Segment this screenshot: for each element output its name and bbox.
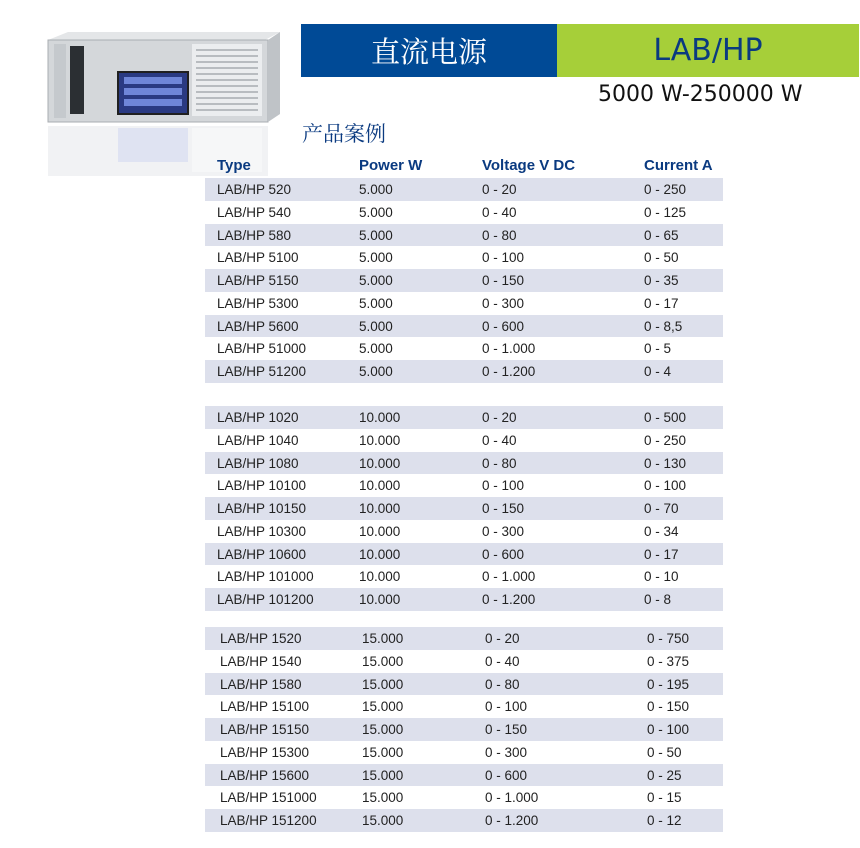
voltage-range: 0 - 150	[482, 501, 525, 516]
table-row	[205, 809, 723, 832]
current-range: 0 - 10	[644, 569, 679, 585]
current-range: 0 - 17	[644, 295, 679, 311]
model-type: LAB/HP 5150	[217, 273, 299, 288]
voltage-range: 0 - 20	[482, 182, 517, 197]
power-value: 10.000	[359, 478, 401, 494]
model-type: LAB/HP 15300	[220, 744, 310, 760]
power-value: 5.000	[359, 295, 393, 311]
voltage-range: 0 - 20	[482, 410, 517, 425]
current-range: 0 - 35	[644, 273, 679, 288]
power-value: 15.000	[362, 722, 404, 737]
table-row	[205, 786, 723, 809]
model-type: LAB/HP 10600	[217, 546, 307, 562]
power-value: 5.000	[359, 204, 393, 220]
voltage-range: 0 - 600	[482, 318, 525, 334]
power-value: 5.000	[359, 227, 393, 243]
table-row	[205, 360, 723, 383]
table-row	[205, 337, 723, 360]
column-header-voltage: Voltage V DC	[482, 157, 576, 174]
voltage-range: 0 - 1.200	[482, 364, 536, 379]
category-title: 直流电源	[370, 35, 487, 69]
model-type: LAB/HP 1520	[220, 631, 302, 646]
table-row	[205, 695, 723, 718]
model-type: LAB/HP 540	[217, 204, 292, 220]
voltage-range: 0 - 40	[482, 432, 517, 448]
power-value: 10.000	[359, 432, 401, 448]
voltage-range: 0 - 100	[482, 250, 525, 266]
table-row	[205, 315, 723, 338]
model-type: LAB/HP 51200	[217, 364, 307, 379]
table-row	[205, 474, 723, 497]
voltage-range: 0 - 1.200	[485, 813, 539, 828]
current-range: 0 - 8,5	[644, 318, 683, 334]
power-value: 15.000	[362, 767, 404, 783]
table-row	[205, 627, 723, 650]
model-type: LAB/HP 1580	[220, 676, 302, 692]
model-type: LAB/HP 101200	[217, 592, 314, 607]
power-value: 5.000	[359, 273, 393, 288]
power-value: 15.000	[362, 653, 404, 669]
voltage-range: 0 - 100	[482, 478, 525, 494]
current-range: 0 - 70	[644, 501, 679, 516]
model-type: LAB/HP 151000	[220, 790, 317, 806]
power-value: 10.000	[359, 546, 401, 562]
power-value: 15.000	[362, 676, 404, 692]
voltage-range: 0 - 80	[482, 455, 517, 471]
voltage-range: 0 - 1.000	[482, 341, 536, 357]
table-row	[205, 718, 723, 741]
model-type: LAB/HP 15150	[220, 722, 310, 737]
category-banner	[301, 24, 557, 77]
table-row	[205, 520, 723, 543]
current-range: 0 - 8	[644, 592, 672, 607]
current-range: 0 - 34	[644, 523, 679, 539]
current-range: 0 - 25	[647, 767, 682, 783]
power-range: 5000 W-250000 W	[598, 82, 803, 107]
model-type: LAB/HP 1020	[217, 410, 299, 425]
voltage-range: 0 - 40	[485, 653, 520, 669]
table-row	[205, 269, 723, 292]
power-value: 15.000	[362, 790, 404, 806]
table-row	[205, 452, 723, 475]
current-range: 0 - 150	[647, 699, 690, 715]
current-range: 0 - 4	[644, 364, 672, 379]
product-title: LAB/HP	[653, 33, 763, 68]
model-type: LAB/HP 51000	[217, 341, 307, 357]
current-range: 0 - 17	[644, 546, 679, 562]
section-subtitle: 产品案例	[302, 122, 386, 146]
power-value: 5.000	[359, 250, 393, 266]
table-row	[205, 246, 723, 269]
power-value: 15.000	[362, 744, 404, 760]
power-supply-product-image	[40, 28, 290, 178]
current-range: 0 - 130	[644, 455, 687, 471]
table-row	[205, 224, 723, 247]
model-type: LAB/HP 151200	[220, 813, 317, 828]
table-row	[205, 764, 723, 787]
voltage-range: 0 - 80	[485, 676, 520, 692]
table-row	[205, 673, 723, 696]
voltage-range: 0 - 600	[485, 767, 528, 783]
voltage-range: 0 - 1.000	[482, 569, 536, 585]
model-type: LAB/HP 15600	[220, 767, 310, 783]
power-value: 10.000	[359, 410, 401, 425]
power-value: 15.000	[362, 813, 404, 828]
current-range: 0 - 250	[644, 432, 687, 448]
current-range: 0 - 50	[644, 250, 679, 266]
power-value: 5.000	[359, 182, 393, 197]
power-value: 5.000	[359, 364, 393, 379]
voltage-range: 0 - 40	[482, 204, 517, 220]
voltage-range: 0 - 300	[482, 523, 525, 539]
voltage-range: 0 - 1.000	[485, 790, 539, 806]
table-row	[205, 406, 723, 429]
table-row	[205, 741, 723, 764]
voltage-range: 0 - 150	[482, 273, 525, 288]
model-type: LAB/HP 5100	[217, 250, 299, 266]
voltage-range: 0 - 300	[485, 744, 528, 760]
power-value: 10.000	[359, 592, 401, 607]
current-range: 0 - 125	[644, 204, 687, 220]
column-header-power: Power W	[359, 157, 423, 174]
current-range: 0 - 15	[647, 790, 682, 806]
model-type: LAB/HP 1540	[220, 653, 302, 669]
model-type: LAB/HP 1040	[217, 432, 299, 448]
current-range: 0 - 100	[644, 478, 687, 494]
power-value: 15.000	[362, 631, 404, 646]
model-type: LAB/HP 520	[217, 182, 292, 197]
current-range: 0 - 50	[647, 744, 682, 760]
current-range: 0 - 750	[647, 631, 690, 646]
model-type: LAB/HP 580	[217, 227, 292, 243]
current-range: 0 - 65	[644, 227, 679, 243]
current-range: 0 - 100	[647, 722, 690, 737]
model-type: LAB/HP 15100	[220, 699, 310, 715]
model-type: LAB/HP 10150	[217, 501, 307, 516]
table-row	[205, 292, 723, 315]
model-type: LAB/HP 5300	[217, 295, 299, 311]
current-range: 0 - 5	[644, 341, 672, 357]
voltage-range: 0 - 1.200	[482, 592, 536, 607]
table-row	[205, 178, 723, 201]
power-value: 10.000	[359, 455, 401, 471]
current-range: 0 - 195	[647, 676, 690, 692]
table-row	[205, 565, 723, 588]
current-range: 0 - 250	[644, 182, 687, 197]
column-header-type: Type	[217, 157, 251, 174]
power-value: 10.000	[359, 523, 401, 539]
model-type: LAB/HP 5600	[217, 318, 299, 334]
model-group-15kw	[205, 627, 723, 832]
current-range: 0 - 500	[644, 410, 687, 425]
table-row	[205, 201, 723, 224]
power-value: 10.000	[359, 501, 401, 516]
voltage-range: 0 - 80	[482, 227, 517, 243]
voltage-range: 0 - 600	[482, 546, 525, 562]
model-type: LAB/HP 1080	[217, 455, 299, 471]
current-range: 0 - 12	[647, 813, 682, 828]
model-group-5kw	[205, 178, 723, 383]
table-row	[205, 650, 723, 673]
table-row	[205, 497, 723, 520]
power-value: 15.000	[362, 699, 404, 715]
model-type: LAB/HP 10300	[217, 523, 307, 539]
current-range: 0 - 375	[647, 653, 690, 669]
model-type: LAB/HP 10100	[217, 478, 307, 494]
voltage-range: 0 - 100	[485, 699, 528, 715]
table-row	[205, 543, 723, 566]
power-value: 10.000	[359, 569, 401, 585]
column-header-current: Current A	[644, 157, 713, 174]
power-value: 5.000	[359, 341, 393, 357]
voltage-range: 0 - 300	[482, 295, 525, 311]
power-value: 5.000	[359, 318, 393, 334]
voltage-range: 0 - 20	[485, 631, 520, 646]
model-type: LAB/HP 101000	[217, 569, 314, 585]
model-group-10kw	[205, 406, 723, 611]
table-row	[205, 429, 723, 452]
voltage-range: 0 - 150	[485, 722, 528, 737]
table-row	[205, 588, 723, 611]
product-banner	[557, 24, 859, 77]
